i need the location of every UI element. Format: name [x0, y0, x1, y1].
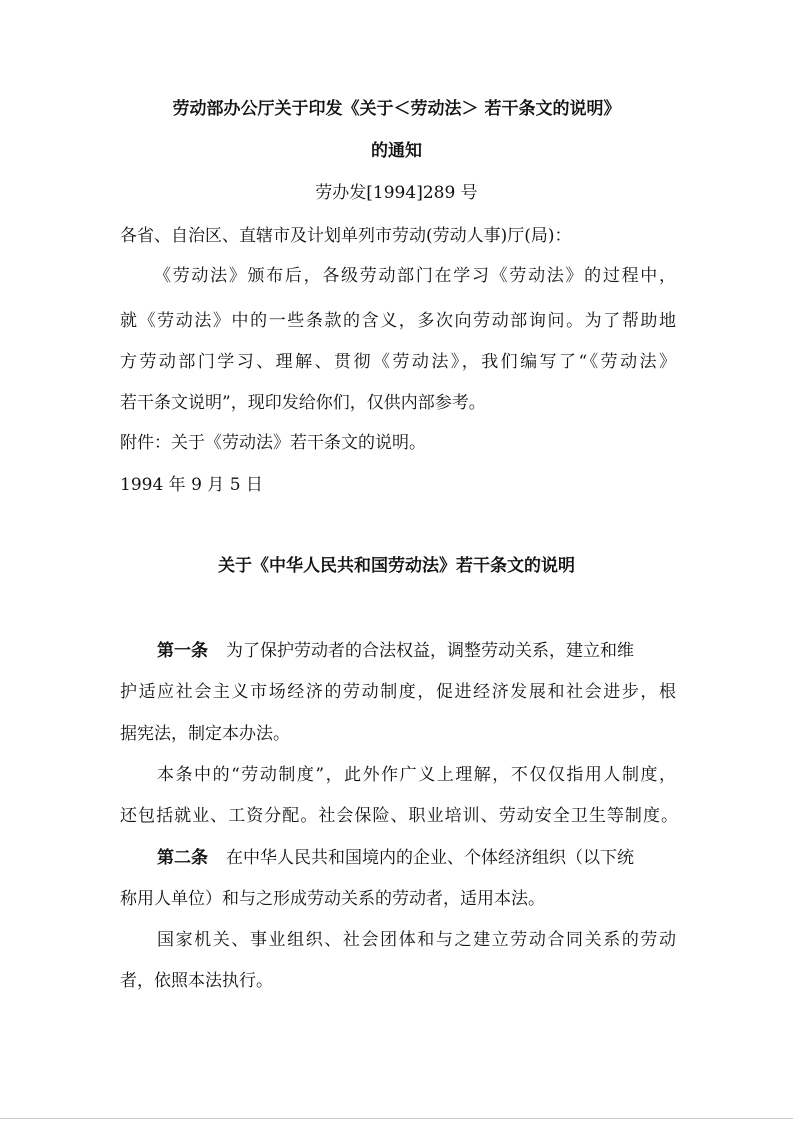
notice-body-line: 《劳动法》颁布后，各级劳动部门在学习《劳动法》的过程中， [154, 266, 676, 286]
page-bottom-divider [0, 1118, 793, 1119]
addressee: 各省、自治区、直辖市及计划单列市劳动(劳动人事)厅(局)： [120, 226, 572, 246]
article1-line1 [157, 639, 634, 663]
article1-text: 为了保护劳动者的合法权益，调整劳动关系，建立和维 [226, 641, 634, 661]
article2-note-line2: 者，依照本法执行。 [120, 971, 273, 991]
article2-text: 在中华人民共和国境内的企业、个体经济组织（以下统 [226, 848, 634, 868]
article1-line3: 据宪法，制定本办法。 [120, 724, 290, 744]
notice-body-line: 若干条文说明”，现印发给你们，仅供内部参考。 [120, 393, 486, 413]
article1-label: 第一条 [157, 641, 208, 661]
article2-note-line1: 国家机关、事业组织、社会团体和与之建立劳动合同关系的劳动 [157, 930, 676, 950]
article1-line2: 护适应社会主义市场经济的劳动制度，促进经济发展和社会进步，根 [120, 682, 676, 702]
article1-note-line2: 还包括就业、工资分配。社会保险、职业培训、劳动安全卫生等制度。 [120, 806, 678, 826]
article1-note-line1: 本条中的“劳动制度”，此外作广义上理解，不仅仅指用人制度， [157, 765, 676, 785]
notice-date: 1994 年 9 月 5 日 [120, 475, 263, 495]
article2-line2: 称用人单位）和与之形成劳动关系的劳动者，适用本法。 [120, 889, 545, 909]
attachment-note: 附件：关于《劳动法》若干条文的说明。 [120, 433, 426, 453]
document-number: 劳办发[1994]289 号 [315, 183, 478, 203]
article2-line1 [157, 846, 634, 870]
article2-label: 第二条 [157, 848, 208, 868]
notice-body-line: 方劳动部门学习、理解、贯彻《劳动法》，我们编写了“《劳动法》 [120, 352, 676, 372]
notice-title-line1: 劳动部办公厅关于印发《关于＜劳动法＞ 若干条文的说明》 [172, 99, 621, 119]
explanation-title: 关于《中华人民共和国劳动法》若干条文的说明 [218, 556, 575, 576]
notice-title-line2: 的通知 [371, 141, 422, 161]
notice-body-line: 就《劳动法》中的一些条款的含义，多次向劳动部询问。为了帮助地 [120, 311, 676, 331]
